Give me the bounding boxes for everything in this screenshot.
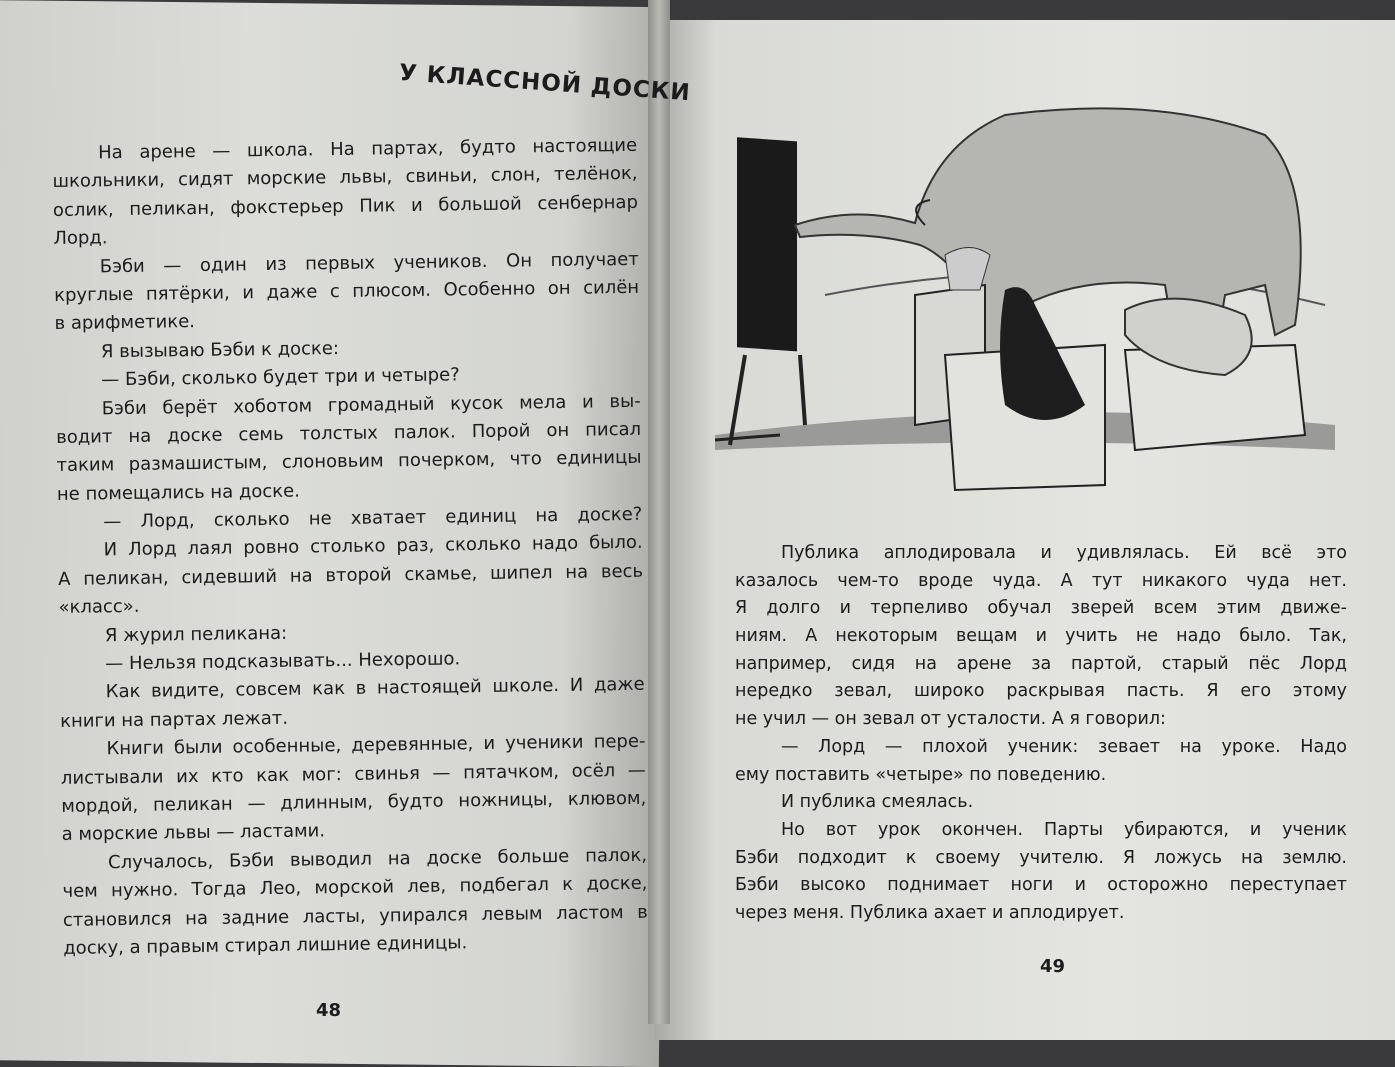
text-line: листывали их кто как мог: свинья — пятачком, осёл — [60, 759, 646, 789]
text-line: — Лорд, сколько не хватает единиц на доске? [103, 503, 643, 533]
text-line: Случалось, Бэби выводил на доске больше палок, [107, 844, 648, 874]
text-line: — Нельзя подсказывать... Нехорошо. [105, 648, 461, 675]
text-line: Книги были особенные, деревянные, и ученики пере- [106, 730, 646, 760]
text-line: Но вот урок окончен. Парты убираются, и ученик [781, 819, 1347, 840]
text-line: например, сидя на арене за партой, старый пёс Лорд [735, 653, 1347, 674]
text-line: круглые пятёрки, и даже с плюсом. Особенно он силён [54, 276, 640, 306]
illustration-elephant-classroom [705, 105, 1345, 505]
text-line: в арифметике. [54, 311, 196, 335]
page-number-right: 49 [1040, 956, 1066, 977]
text-line: И Лорд лаял ровно столько раз, сколько надо было. [103, 532, 643, 561]
text-line: чем нужно. Тогда Лео, морской лев, подбегал к доске, [62, 872, 648, 903]
text-line: — Бэби, сколько будет три и четыре? [101, 364, 460, 391]
text-line: ниям. А некоторым вещам и учить не надо было. Так, [735, 626, 1347, 647]
text-line: водит на доске семь толстых палок. Порой он писал [56, 418, 642, 448]
text-line: На арене — школа. На партах, будто настоящие [98, 134, 638, 164]
text-line: а морские львы — ластами. [61, 820, 326, 846]
text-line: ему поставить «четыре» по поведению. [735, 764, 1107, 785]
text-line: «класс». [58, 596, 140, 619]
text-line: ослик, пеликан, фокстерьер Пик и большой сенбернар [52, 191, 639, 221]
text-line: Как видите, совсем как в настоящей школе. И даже [105, 674, 645, 703]
text-line: школьники, сидят морские львы, свиньи, слон, телёнок, [52, 163, 638, 193]
book-gutter [648, 0, 670, 1024]
text-line: Я вызываю Бэби к доске: [100, 337, 340, 363]
text-line: книги на партах лежат. [59, 707, 289, 732]
left-page-text [52, 132, 648, 963]
text-line: А пеликан, сидевший на второй скамье, шипел на весь [57, 560, 644, 590]
desks [915, 285, 1305, 490]
text-line: мордой, пеликан — длинным, будто ножницы, клювом, [61, 787, 647, 817]
chapter-title: У КЛАССНОЙ ДОСКИ [398, 60, 692, 107]
blackboard [715, 137, 805, 445]
right-page-text [735, 540, 1347, 928]
text-line: казалось чем-то вроде чуда. А тут никакого чуда нет. [735, 570, 1347, 591]
text-line: Бэби — один из первых учеников. Он получает [99, 248, 639, 277]
text-line: доску, а правым стирал лишние единицы. [63, 932, 468, 959]
text-line: Я долго и терпеливо обучал зверей всем этим движе- [735, 598, 1347, 619]
text-line: становился на задние ласты, упирался левым ластом в [62, 901, 648, 931]
text-line: не помещались на доске. [56, 480, 301, 505]
text-line: Бэби высоко поднимает ноги и осторожно переступает [735, 875, 1347, 896]
text-line: Я журил пеликана: [104, 622, 288, 646]
page-number-left: 48 [316, 1000, 342, 1021]
text-line: Публика аплодировала и удивлялась. Ей всё это [781, 543, 1347, 563]
text-line: Бэби берёт хоботом громадный кусок мела и вы- [101, 390, 641, 419]
text-line: нередко зевал, широко раскрывая пасть. Я его этому [735, 681, 1347, 702]
text-line: не учил — он зевал от усталости. А я говорил: [735, 709, 1166, 730]
text-line: через меня. Публика ахает и аплодирует. [735, 902, 1125, 923]
text-line: И публика смеялась. [781, 792, 974, 813]
text-line: — Лорд — плохой ученик: зевает на уроке. Надо [781, 736, 1347, 757]
text-line: Лорд. [53, 227, 108, 250]
text-line: таким размашистым, слоновьим почерком, что единицы [56, 447, 642, 477]
text-line: Бэби подходит к своему учителю. Я ложусь на землю. [735, 847, 1347, 868]
